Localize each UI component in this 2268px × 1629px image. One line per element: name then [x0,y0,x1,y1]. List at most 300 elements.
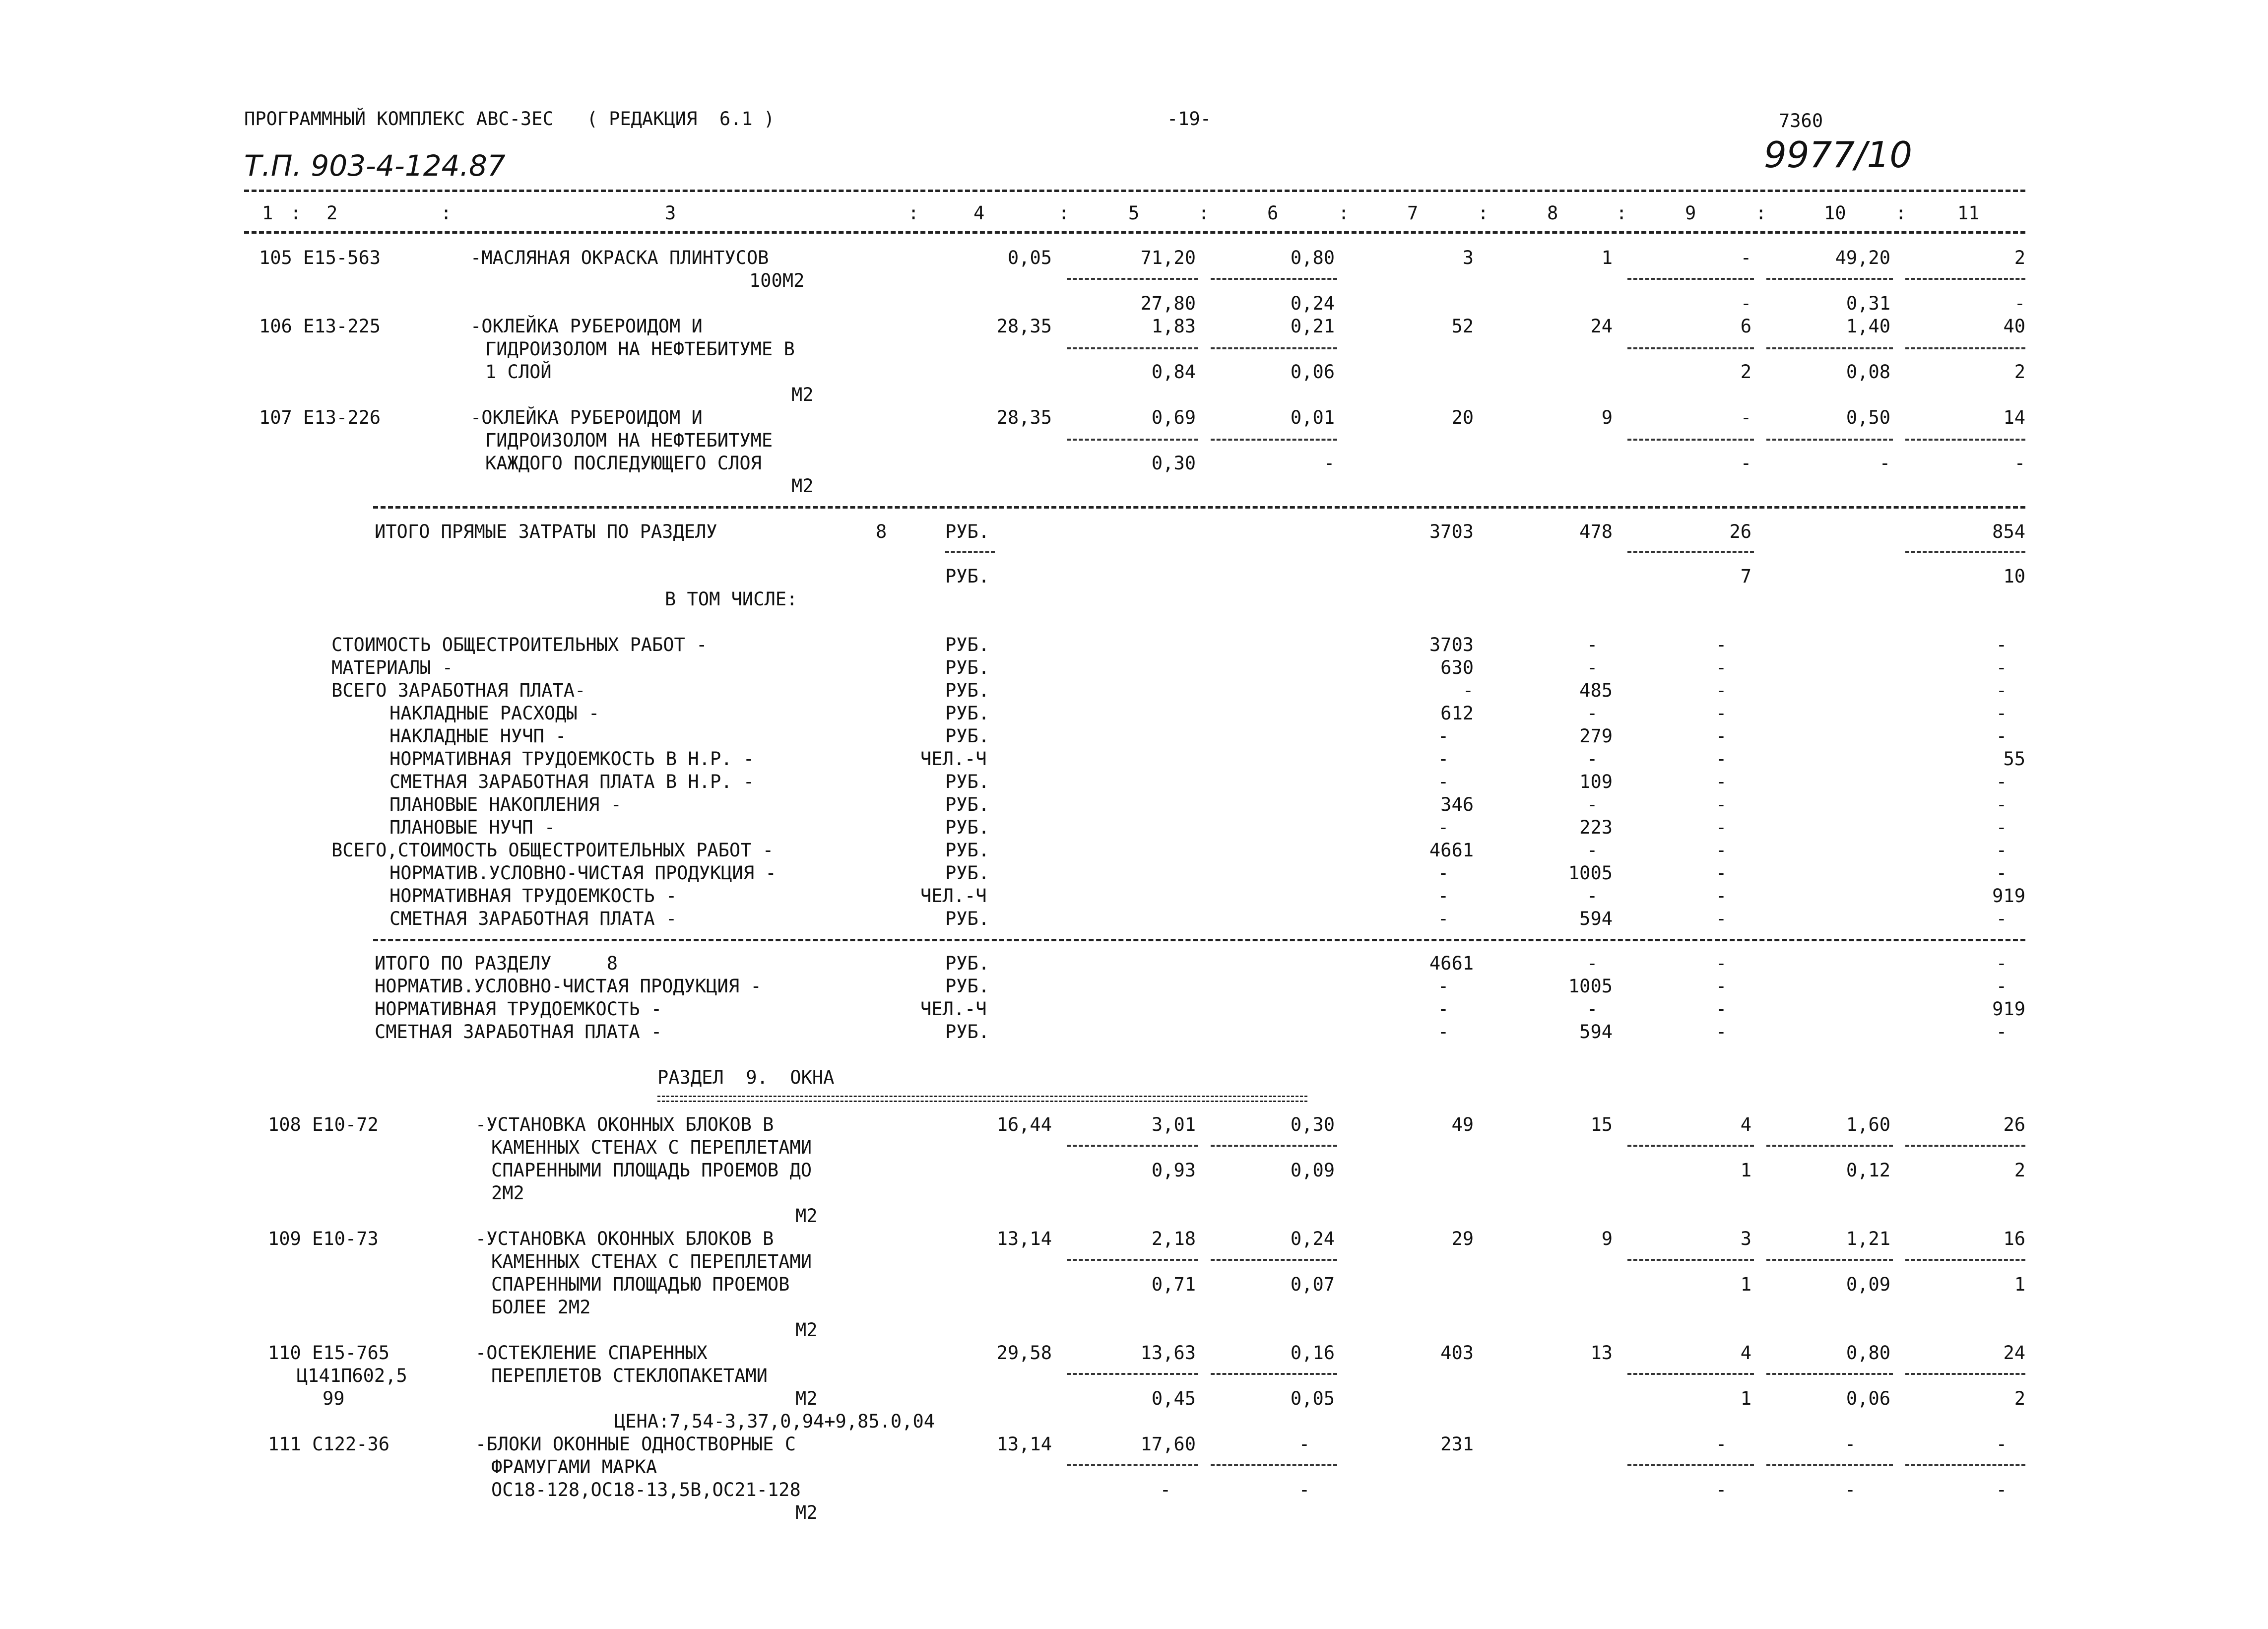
cell-c10-sub: 0,08 [1846,361,1890,383]
totals-c9: 26 [1729,521,1751,542]
row-description: ПЕРЕПЛЕТОВ СТЕКЛОПАКЕТАМИ [491,1365,768,1386]
item-unit: РУБ. [945,953,990,974]
row-price: ЦЕНА:7,54-3,37,0,94+9,85.0,04 [614,1411,935,1432]
item-unit: ЧЕЛ.-Ч [920,748,987,770]
row-description: -ОСТЕКЛЕНИЕ СПАРЕННЫХ [475,1342,708,1364]
col-sep: : [908,202,919,224]
item-label: НОРМАТИВ.УСЛОВНО-ЧИСТАЯ ПРОДУКЦИЯ - [375,976,762,997]
item-label: МАТЕРИАЛЫ - [331,657,454,678]
item-c7: - [1437,862,1449,884]
subrule [1766,1259,1893,1261]
cell-c9-sub: 2 [1740,361,1751,383]
subrule [1905,551,2025,553]
cell-c10: 0,80 [1846,1342,1890,1364]
row-description: -ОКЛЕЙКА РУБЕРОИДОМ И [470,407,703,428]
item-c8: 594 [1579,1021,1613,1043]
col-4: 4 [973,202,985,224]
cell-c10: 1,21 [1846,1228,1890,1249]
item-c8: 279 [1579,725,1613,747]
item-c11: - [1996,725,2007,747]
item-label: НОРМАТИВ.УСЛОВНО-ЧИСТАЯ ПРОДУКЦИЯ - [389,862,777,884]
cell-c5-sub: 27,80 [1140,293,1196,314]
item-c8: 594 [1579,908,1613,929]
item-unit: ЧЕЛ.-Ч [920,885,987,907]
cell-c7: 403 [1440,1342,1474,1364]
subrule [1067,439,1198,441]
cell-c6: - [1298,1434,1310,1455]
item-label: НОРМАТИВНАЯ ТРУДОЕМКОСТЬ - [389,885,677,907]
item-c11: - [1996,1021,2007,1043]
cell-c11-sub: - [2014,293,2025,314]
item-c11: 919 [1992,885,2025,907]
cell-c8: 9 [1601,1228,1613,1249]
cell-c9: 4 [1740,1114,1751,1135]
item-c7: - [1437,817,1449,838]
cell-c5-sub: 0,84 [1151,361,1196,383]
row-description: 2М2 [491,1182,524,1204]
item-c9: - [1715,725,1727,747]
cell-c9: 3 [1740,1228,1751,1249]
cell-c11-sub: - [2014,453,2025,474]
item-c8: 1005 [1568,976,1613,997]
cell-c11: 40 [2003,316,2025,337]
item-c7: - [1462,680,1474,701]
cell-c9-sub: 1 [1740,1160,1751,1181]
cell-c5-sub: 0,93 [1151,1160,1196,1181]
cell-c6-sub: - [1298,1479,1310,1500]
cell-c11: 26 [2003,1114,2025,1135]
cell-c6: 0,21 [1290,316,1335,337]
cell-c10-sub: 0,31 [1846,293,1890,314]
section-title-rule [657,1096,1307,1097]
item-c8: - [1586,998,1598,1020]
col-sep: : [290,202,302,224]
cell-c5-sub: 0,71 [1151,1274,1196,1295]
subrule [1766,439,1893,441]
cell-c6-sub: - [1323,453,1335,474]
totals-c8: 478 [1579,521,1613,542]
row-quantity: 13,14 [996,1434,1052,1455]
subrule [1905,1259,2025,1261]
item-c7: - [1437,725,1449,747]
item-unit: РУБ. [945,1021,990,1043]
row-description: СПАРЕННЫМИ ПЛОЩАДЬ ПРОЕМОВ ДО [491,1160,812,1181]
item-c11: - [1996,976,2007,997]
cell-c6-sub: 0,06 [1290,361,1335,383]
col-2: 2 [326,202,338,224]
subrule [1067,1373,1198,1375]
item-unit: РУБ. [945,725,990,747]
item-c9: - [1715,703,1727,724]
item-c7: 4661 [1429,953,1474,974]
col-1: 1 [262,202,273,224]
cell-c7: 231 [1440,1434,1474,1455]
item-label: НАКЛАДНЫЕ РАСХОДЫ - [389,703,600,724]
subrule [1211,439,1337,441]
item-unit: РУБ. [945,840,990,861]
item-c11: - [1996,817,2007,838]
cell-c6: 0,01 [1290,407,1335,428]
cell-c6-sub: 0,05 [1290,1388,1335,1409]
handwritten-stamp: 9977/10 [1764,134,1913,176]
totals-c11-sub: 10 [2003,566,2025,587]
col-8: 8 [1547,202,1558,224]
cell-c7: 52 [1451,316,1474,337]
subrule [1905,439,2025,441]
cell-c7: 29 [1451,1228,1474,1249]
cell-c5: 2,18 [1151,1228,1196,1249]
totals-section: 8 [876,521,887,542]
item-c8: - [1586,634,1598,655]
subrule [1905,278,2025,280]
cell-c10: - [1844,1434,1856,1455]
row-description: ГИДРОИЗОЛОМ НА НЕФТЕБИТУМЕ [485,430,773,451]
subrule [1627,1259,1754,1261]
row-description: ГИДРОИЗОЛОМ НА НЕФТЕБИТУМЕ В [485,338,795,360]
cell-c8: 9 [1601,407,1613,428]
item-unit: РУБ. [945,794,990,815]
row-description: -МАСЛЯНАЯ ОКРАСКА ПЛИНТУСОВ [470,247,769,268]
totals-unit: РУБ. [945,521,990,542]
cell-c7: 49 [1451,1114,1474,1135]
cell-c9: - [1740,407,1751,428]
totals-c9-sub: 7 [1740,566,1751,587]
cell-c5: 3,01 [1151,1114,1196,1135]
col-sep: : [1616,202,1627,224]
subrule [1766,278,1893,280]
program-title: ПРОГРАММНЫЙ КОМПЛЕКС АВС-3ЕС ( РЕДАКЦИЯ 6.1 ) [244,108,775,130]
cell-c6: 0,24 [1290,1228,1335,1249]
cell-c5-sub: - [1160,1479,1171,1500]
subrule [1067,278,1198,280]
document-code: 7360 [1779,110,1823,131]
item-c9: - [1715,998,1727,1020]
item-c11: - [1996,840,2007,861]
cell-c9-sub: - [1715,1479,1727,1500]
item-label: ВСЕГО,СТОИМОСТЬ ОБЩЕСТРОИТЕЛЬНЫХ РАБОТ - [331,840,774,861]
cell-c8: 1 [1601,247,1613,268]
col-sep: : [1058,202,1070,224]
subrule [1627,278,1754,280]
cell-c9-sub: - [1740,293,1751,314]
totals-unit-sub: РУБ. [945,566,990,587]
row-description: -ОКЛЕЙКА РУБЕРОИДОМ И [470,316,703,337]
item-c7: 4661 [1429,840,1474,861]
cell-c6: 0,80 [1290,247,1335,268]
item-c9: - [1715,634,1727,655]
item-c9: - [1715,953,1727,974]
row-code: 108 Е10-72 [268,1114,379,1135]
row-unit: 100М2 [749,270,805,291]
cell-c5-sub: 0,45 [1151,1388,1196,1409]
subrule [1905,1464,2025,1466]
cell-c5: 13,63 [1140,1342,1196,1364]
subrule [1211,278,1337,280]
item-label: СТОИМОСТЬ ОБЩЕСТРОИТЕЛЬНЫХ РАБОТ - [331,634,708,655]
col-10: 10 [1824,202,1846,224]
item-unit: РУБ. [945,976,990,997]
item-c7: 346 [1440,794,1474,815]
item-c9: - [1715,840,1727,861]
item-c8: - [1586,953,1598,974]
item-c8: - [1586,657,1598,678]
item-label: СМЕТНАЯ ЗАРАБОТНАЯ ПЛАТА - [375,1021,662,1043]
subrule [1905,347,2025,349]
subrule [1766,1145,1893,1147]
including-label: В ТОМ ЧИСЛЕ: [665,588,798,610]
item-c9: - [1715,794,1727,815]
row-description: БОЛЕЕ 2М2 [491,1297,591,1318]
item-label: ПЛАНОВЫЕ НАКОПЛЕНИЯ - [389,794,622,815]
item-c11: - [1996,657,2007,678]
row-quantity: 13,14 [996,1228,1052,1249]
item-c11: 55 [2003,748,2025,770]
item-label: НАКЛАДНЫЕ НУЧП - [389,725,567,747]
cell-c10: 0,50 [1846,407,1890,428]
row-description: КАЖДОГО ПОСЛЕДУЮЩЕГО СЛОЯ [485,453,762,474]
item-c9: - [1715,862,1727,884]
row-code: 106 Е13-225 [259,316,381,337]
col-sep: : [1895,202,1907,224]
cell-c10-sub: - [1844,1479,1856,1500]
row-code-extra: Ц141П602,5 [297,1365,407,1386]
cell-c11: - [1996,1434,2007,1455]
cell-c11-sub: 1 [2014,1274,2025,1295]
item-c9: - [1715,680,1727,701]
cell-c9-sub: - [1740,453,1751,474]
subrule [1211,1145,1337,1147]
item-c11: - [1996,634,2007,655]
item-c11: - [1996,908,2007,929]
item-unit: РУБ. [945,703,990,724]
row-description: 1 СЛОЙ [485,361,552,383]
item-c9: - [1715,748,1727,770]
cell-c5-sub: 0,30 [1151,453,1196,474]
row-unit: М2 [795,1388,818,1409]
item-unit: РУБ. [945,634,990,655]
cell-c9: - [1740,247,1751,268]
subrule [1766,347,1893,349]
cell-c11: 16 [2003,1228,2025,1249]
item-c9: - [1715,817,1727,838]
page-number: -19- [1167,108,1212,130]
cell-c11: 24 [2003,1342,2025,1364]
item-c11: - [1996,680,2007,701]
item-unit: РУБ. [945,817,990,838]
subrule [1627,1464,1754,1466]
section-title-rule [657,1101,1307,1102]
cell-c9-sub: 1 [1740,1274,1751,1295]
item-c8: - [1586,703,1598,724]
col-6: 6 [1267,202,1279,224]
col-sep: : [1338,202,1350,224]
item-unit: РУБ. [945,771,990,792]
cell-c10-sub: 0,12 [1846,1160,1890,1181]
cell-c7: 3 [1462,247,1474,268]
item-label: ВСЕГО ЗАРАБОТНАЯ ПЛАТА- [331,680,586,701]
item-c7: - [1437,976,1449,997]
row-quantity: 28,35 [996,316,1052,337]
row-unit: М2 [795,1502,818,1523]
cell-c10-sub: - [1879,453,1890,474]
item-c9: - [1715,908,1727,929]
item-c11: - [1996,771,2007,792]
item-c8: - [1586,748,1598,770]
subrule [1627,1145,1754,1147]
item-unit: РУБ. [945,680,990,701]
subrule [1211,1259,1337,1261]
row-description: -УСТАНОВКА ОКОННЫХ БЛОКОВ В [475,1114,774,1135]
section-rule [373,506,2025,509]
item-c7: - [1437,748,1449,770]
cell-c9: 4 [1740,1342,1751,1364]
item-label: ПЛАНОВЫЕ НУЧП - [389,817,556,838]
item-c9: - [1715,657,1727,678]
cell-c5: 17,60 [1140,1434,1196,1455]
cell-c7: 20 [1451,407,1474,428]
subrule [1067,1145,1198,1147]
row-description: КАМЕННЫХ СТЕНАХ С ПЕРЕПЛЕТАМИ [491,1251,812,1272]
item-label: ИТОГО ПО РАЗДЕЛУ 8 [375,953,618,974]
row-quantity: 28,35 [996,407,1052,428]
section-title: РАЗДЕЛ 9. ОКНА [657,1067,835,1088]
row-code: 105 Е15-563 [259,247,381,268]
item-c8: 485 [1579,680,1613,701]
cell-c6: 0,16 [1290,1342,1335,1364]
cell-c11: 2 [2014,247,2025,268]
subrule [1627,1373,1754,1375]
row-code: 109 Е10-73 [268,1228,379,1249]
row-description: -БЛОКИ ОКОННЫЕ ОДНОСТВОРНЫЕ С [475,1434,796,1455]
item-unit: РУБ. [945,657,990,678]
totals-c11: 854 [1992,521,2025,542]
item-c7: - [1437,1021,1449,1043]
item-unit: ЧЕЛ.-Ч [920,998,987,1020]
subrule [1627,439,1754,441]
row-code: 107 Е13-226 [259,407,381,428]
item-c7: - [1437,998,1449,1020]
column-header-rule [244,231,2025,234]
section-rule [373,939,2025,941]
subrule [1627,347,1754,349]
cell-c6-sub: 0,24 [1290,293,1335,314]
item-c7: - [1437,771,1449,792]
subrule [1211,1464,1337,1466]
item-c7: 612 [1440,703,1474,724]
cell-c11-sub: 2 [2014,361,2025,383]
subrule [1211,1373,1337,1375]
row-description: КАМЕННЫХ СТЕНАХ С ПЕРЕПЛЕТАМИ [491,1137,812,1158]
cell-c5: 0,69 [1151,407,1196,428]
subrule [1067,1259,1198,1261]
header-rule [244,190,2025,192]
item-c8: 109 [1579,771,1613,792]
col-sep: : [1478,202,1489,224]
col-sep: : [1198,202,1210,224]
row-quantity: 16,44 [996,1114,1052,1135]
col-11: 11 [1957,202,1980,224]
item-c8: 223 [1579,817,1613,838]
item-c9: - [1715,976,1727,997]
item-c8: 1005 [1568,862,1613,884]
row-description: СПАРЕННЫМИ ПЛОЩАДЬЮ ПРОЕМОВ [491,1274,790,1295]
item-c8: - [1586,885,1598,907]
item-c11: - [1996,862,2007,884]
item-c7: 3703 [1429,634,1474,655]
item-c9: - [1715,771,1727,792]
item-c11: 919 [1992,998,2025,1020]
cell-c10-sub: 0,06 [1846,1388,1890,1409]
row-code-extra: 99 [323,1388,345,1409]
subrule [1627,551,1754,553]
item-c11: - [1996,794,2007,815]
subrule [1067,347,1198,349]
item-c8: - [1586,794,1598,815]
cell-c6-sub: 0,07 [1290,1274,1335,1295]
col-sep: : [1755,202,1767,224]
item-c9: - [1715,885,1727,907]
cell-c5: 1,83 [1151,316,1196,337]
cell-c11-sub: 2 [2014,1160,2025,1181]
cell-c9: 6 [1740,316,1751,337]
item-unit: РУБ. [945,908,990,929]
item-c9: - [1715,1021,1727,1043]
row-unit: М2 [795,1319,818,1341]
row-code: 111 С122-36 [268,1434,390,1455]
subrule [945,551,995,553]
cell-c10: 1,40 [1846,316,1890,337]
row-description: ФРАМУГАМИ МАРКА [491,1456,657,1478]
cell-c11-sub: 2 [2014,1388,2025,1409]
cell-c8: 13 [1590,1342,1613,1364]
cell-c6: 0,30 [1290,1114,1335,1135]
cell-c8: 24 [1590,316,1613,337]
item-c8: - [1586,840,1598,861]
totals-label: ИТОГО ПРЯМЫЕ ЗАТРАТЫ ПО РАЗДЕЛУ [375,521,717,542]
row-quantity: 0,05 [1007,247,1052,268]
row-quantity: 29,58 [996,1342,1052,1364]
row-unit: М2 [795,1205,818,1227]
cell-c9-sub: 1 [1740,1388,1751,1409]
item-label: НОРМАТИВНАЯ ТРУДОЕМКОСТЬ В Н.Р. - [389,748,755,770]
item-label: СМЕТНАЯ ЗАРАБОТНАЯ ПЛАТА В Н.Р. - [389,771,755,792]
item-c11: - [1996,953,2007,974]
cell-c10: 49,20 [1835,247,1890,268]
subrule [1766,1373,1893,1375]
cell-c11: 14 [2003,407,2025,428]
item-c11: - [1996,703,2007,724]
cell-c10: 1,60 [1846,1114,1890,1135]
row-unit: М2 [791,475,814,497]
cell-c11-sub: - [1996,1479,2007,1500]
item-c7: - [1437,908,1449,929]
cell-c8: 15 [1590,1114,1613,1135]
totals-c7: 3703 [1429,521,1474,542]
item-c7: 630 [1440,657,1474,678]
cell-c5: 71,20 [1140,247,1196,268]
col-5: 5 [1128,202,1140,224]
row-code: 110 Е15-765 [268,1342,390,1364]
subrule [1067,1464,1198,1466]
col-sep: : [441,202,452,224]
item-unit: РУБ. [945,862,990,884]
subrule [1905,1373,2025,1375]
cell-c9: - [1715,1434,1727,1455]
item-label: СМЕТНАЯ ЗАРАБОТНАЯ ПЛАТА - [389,908,677,929]
col-7: 7 [1407,202,1419,224]
col-9: 9 [1685,202,1696,224]
cell-c6-sub: 0,09 [1290,1160,1335,1181]
